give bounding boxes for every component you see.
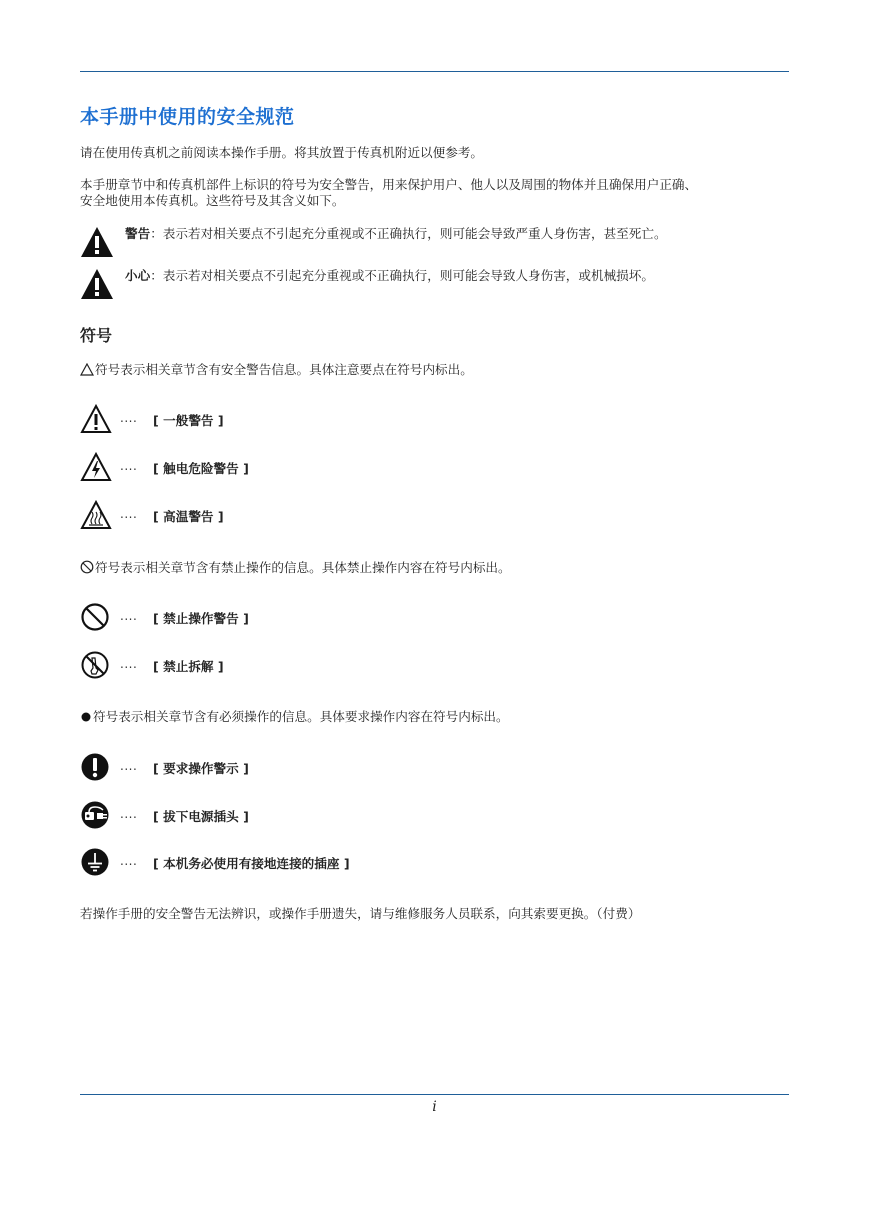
- symbol-label: [ 禁止拆解 ]: [153, 659, 224, 674]
- leader-dots: ....: [120, 854, 138, 868]
- caution-text: [125, 268, 654, 284]
- intro-paragraph-2-line1: 本手册章节中和传真机部件上标识的符号为安全警告，用来保护用户、他人以及周围的物体并且确保用户正确、: [80, 177, 698, 192]
- mandatory-action-icon: [80, 752, 110, 782]
- high-temperature-icon: [80, 500, 112, 530]
- symbol-label: [ 禁止操作警告 ]: [153, 611, 249, 626]
- triangle-description: [80, 362, 792, 378]
- outline-triangle-icon: [80, 363, 94, 376]
- intro-paragraph-2-line2: 安全地使用本传真机。这些符号及其含义如下。: [80, 193, 345, 208]
- prohibit-description: [80, 560, 792, 576]
- prohibited-action-icon: [80, 602, 110, 632]
- top-rule: [80, 71, 789, 72]
- bottom-rule: [80, 1094, 789, 1095]
- triangle-description-text: 符号表示相关章节含有安全警告信息。具体注意要点在符号内标出。: [95, 362, 473, 377]
- outline-prohibit-icon: [80, 560, 94, 574]
- warning-description: ：表示若对相关要点不引起充分重视或不正确执行，则可能会导致严重人身伤害，甚至死亡。: [150, 226, 667, 241]
- leader-dots: ....: [120, 807, 138, 821]
- warning-triangle-icon: [80, 226, 114, 258]
- caution-row: [80, 268, 792, 302]
- general-warning-icon: [80, 404, 112, 434]
- footer-note: 若操作手册的安全警告无法辨识，或操作手册遗失，请与维修服务人员联系，向其索要更换。（付费）: [80, 906, 641, 921]
- leader-dots: ....: [120, 759, 138, 773]
- symbol-label: [ 高温警告 ]: [153, 509, 224, 524]
- symbol-row-general-warning: [80, 404, 680, 434]
- unplug-icon: [80, 800, 110, 830]
- symbol-label: [ 一般警告 ]: [153, 413, 224, 428]
- symbol-row-electric-shock: [80, 452, 680, 482]
- intro-paragraph-2: [80, 177, 792, 209]
- do-not-disassemble-icon: [80, 650, 110, 680]
- symbol-row-prohibited-action: [80, 602, 680, 632]
- intro-paragraph-1: 请在使用传真机之前阅读本操作手册。将其放置于传真机附近以便参考。: [80, 145, 483, 160]
- ground-icon: [80, 847, 110, 877]
- symbol-label: [ 触电危险警告 ]: [153, 461, 249, 476]
- leader-dots: ....: [120, 459, 138, 473]
- caution-triangle-icon: [80, 268, 114, 300]
- warning-row: [80, 226, 792, 260]
- electric-shock-icon: [80, 452, 112, 482]
- leader-dots: ....: [120, 411, 138, 425]
- symbol-row-mandatory-action: [80, 752, 680, 782]
- mandatory-description: [80, 709, 792, 725]
- leader-dots: ....: [120, 507, 138, 521]
- leader-dots: ....: [120, 657, 138, 671]
- caution-label: 小心: [125, 268, 151, 283]
- symbol-row-do-not-disassemble: [80, 650, 680, 680]
- leader-dots: ....: [120, 609, 138, 623]
- symbol-label: [ 本机务必使用有接地连接的插座 ]: [153, 856, 350, 871]
- symbols-heading: 符号: [80, 326, 113, 345]
- symbol-row-ground-connection: [80, 847, 680, 877]
- mandatory-description-text: 符号表示相关章节含有必须操作的信息。具体要求操作内容在符号内标出。: [93, 709, 509, 724]
- symbol-label: [ 拔下电源插头 ]: [153, 809, 249, 824]
- symbol-label: [ 要求操作警示 ]: [153, 761, 249, 776]
- filled-circle-icon: [80, 711, 92, 723]
- symbol-row-unplug: [80, 800, 680, 830]
- warning-text: [125, 226, 667, 242]
- page-title: 本手册中使用的安全规范: [80, 106, 295, 128]
- warning-label: 警告: [125, 226, 151, 241]
- symbol-row-high-temperature: [80, 500, 680, 530]
- prohibit-description-text: 符号表示相关章节含有禁止操作的信息。具体禁止操作内容在符号内标出。: [95, 560, 511, 575]
- caution-description: ：表示若对相关要点不引起充分重视或不正确执行，则可能会导致人身伤害，或机械损坏。: [150, 268, 654, 283]
- page-number: i: [432, 1099, 437, 1115]
